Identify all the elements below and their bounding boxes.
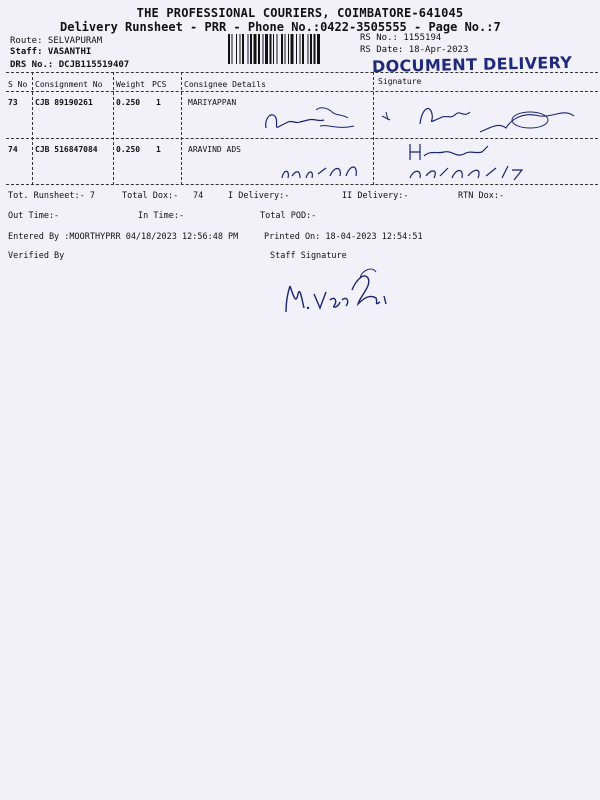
printed-on: Printed On: 18-04-2023 12:54:51 bbox=[264, 232, 423, 242]
total-dox-label: Total Dox:- bbox=[122, 191, 179, 201]
total-dox-value: 74 bbox=[193, 191, 204, 201]
i-delivery: I Delivery:- bbox=[228, 191, 290, 201]
staff-signature bbox=[280, 264, 400, 324]
col-pcs: PCS bbox=[152, 80, 167, 89]
row-weight: 0.250 bbox=[116, 98, 141, 107]
col-consignee: Consignee Details bbox=[184, 80, 266, 89]
document-delivery-stamp: DOCUMENT DELIVERY bbox=[371, 52, 573, 77]
entered-by: Entered By :MOORTHYPRR 04/18/2023 12:56:48 PM bbox=[8, 232, 239, 242]
tot-runsheet: Tot. Runsheet:- 7 bbox=[8, 191, 95, 201]
total-pod: Total POD:- bbox=[260, 211, 317, 221]
col-weight: Weight bbox=[116, 80, 145, 89]
col-sno: S No bbox=[8, 80, 28, 89]
verified-by: Verified By bbox=[8, 251, 65, 261]
staff-signature-label: Staff Signature bbox=[270, 251, 347, 261]
staff-label: Staff: VASANTHI bbox=[10, 47, 92, 57]
row-consignment: CJB 516847084 bbox=[35, 145, 98, 154]
column-separator bbox=[113, 72, 114, 185]
row-consignee: MARIYAPPAN bbox=[188, 98, 237, 107]
consignee-handwriting-74 bbox=[278, 148, 370, 184]
route-label: Route: SELVAPURAM bbox=[10, 36, 103, 46]
rtn-dox: RTN Dox:- bbox=[458, 191, 505, 201]
ii-delivery: II Delivery:- bbox=[342, 191, 409, 201]
column-separator bbox=[32, 72, 33, 185]
col-signature: Signature bbox=[378, 77, 422, 86]
row-consignment: CJB 89190261 bbox=[35, 98, 93, 107]
barcode bbox=[228, 34, 350, 64]
col-consignment: Consignment No bbox=[35, 80, 103, 89]
receiver-signature-73 bbox=[380, 98, 580, 138]
out-time: Out Time:- bbox=[8, 211, 60, 221]
column-separator bbox=[181, 72, 182, 185]
in-time: In Time:- bbox=[138, 211, 185, 221]
divider bbox=[6, 91, 598, 92]
consignee-handwriting-73 bbox=[258, 100, 370, 140]
runsheet-title: Delivery Runsheet - PRR - Phone No.:0422-3505555 - Page No.:7 bbox=[60, 20, 501, 34]
row-weight: 0.250 bbox=[116, 145, 141, 154]
receiver-signature-74 bbox=[404, 140, 536, 184]
row-sno: 73 bbox=[8, 98, 18, 107]
row-pcs: 1 bbox=[156, 98, 161, 107]
row-pcs: 1 bbox=[156, 145, 161, 154]
rs-date: RS Date: 18-Apr-2023 bbox=[360, 45, 469, 55]
drs-number: DRS No.: DCJB115519407 bbox=[10, 60, 130, 70]
row-sno: 74 bbox=[8, 145, 18, 154]
company-name: THE PROFESSIONAL COURIERS, COIMBATORE-641045 bbox=[136, 6, 464, 20]
rs-number: RS No.: 1155194 bbox=[360, 33, 442, 43]
divider bbox=[6, 184, 598, 185]
divider bbox=[6, 72, 598, 73]
row-consignee: ARAVIND ADS bbox=[188, 145, 241, 154]
column-separator bbox=[373, 72, 374, 185]
